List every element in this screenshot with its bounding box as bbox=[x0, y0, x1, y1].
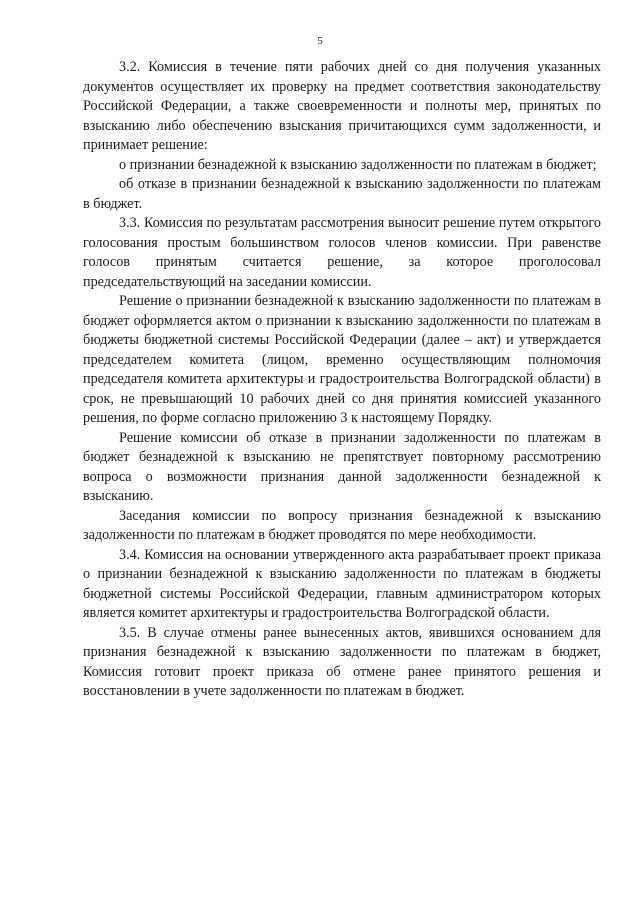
paragraph-3-3: 3.3. Комиссия по результатам рассмотрения выносит решение путем открытого голосования простым большинством голосов членов комиссии. При равенстве голосов принятым считается решение, за которое проголосовал председательствующий на заседании комиссии. bbox=[83, 215, 601, 290]
document-body bbox=[83, 58, 601, 702]
paragraph-decision-act: Решение о признании безнадежной к взысканию задолженности по платежам в бюджет оформляется актом о признании к взысканию задолженности по платежам в бюджеты бюджетной системы Российской Федерации (далее – акт) и утверждается председателем комитета (лицом, временно осуществляющим полномочия председателя комитета архитектуры и градостроительства Волгоградской области) в срок, не превышающий 10 рабочих дней со дня принятия комиссией указанного решения, по форме согласно приложению 3 к настоящему Порядку. bbox=[83, 293, 601, 426]
paragraph-3-2: 3.2. Комиссия в течение пяти рабочих дней со дня получения указанных документов осуществляет их проверку на предмет соответствия законодательству Российской Федерации, а также своевременности и полноты мер, принятых по взысканию либо обеспечению взыскания причитающихся сумм задолженности, и принимает решение: bbox=[83, 59, 601, 153]
paragraph-option-refuse: об отказе в признании безнадежной к взысканию задолженности по платежам в бюджет. bbox=[83, 176, 601, 212]
paragraph-refusal-decision: Решение комиссии об отказе в признании задолженности по платежам в бюджет безнадежной к взысканию не препятствует повторному рассмотрению вопроса о возможности признания данной задолженности безнадежной к взысканию. bbox=[83, 429, 601, 504]
paragraph-3-5: 3.5. В случае отмены ранее вынесенных актов, явившихся основанием для признания безнадежной к взысканию задолженности по платежам в бюджет, Комиссия готовит проект приказа об отмене ранее принятого решения и восстановлении в учете задолженности по платежам в бюджет. bbox=[83, 624, 601, 699]
page-number: 5 bbox=[317, 35, 323, 47]
paragraph-meetings: Заседания комиссии по вопросу признания безнадежной к взысканию задолженности по платежам в бюджет проводятся по мере необходимости. bbox=[83, 507, 601, 543]
paragraph-3-4: 3.4. Комиссия на основании утвержденного акта разрабатывает проект приказа о признании безнадежной к взысканию задолженности по платежам в бюджеты бюджетной системы Российской Федерации, главным администратором которых является комитет архитектуры и градостроительства Волгоградской области. bbox=[83, 546, 601, 621]
paragraph-option-recognize: о признании безнадежной к взысканию задолженности по платежам в бюджет; bbox=[119, 156, 597, 173]
